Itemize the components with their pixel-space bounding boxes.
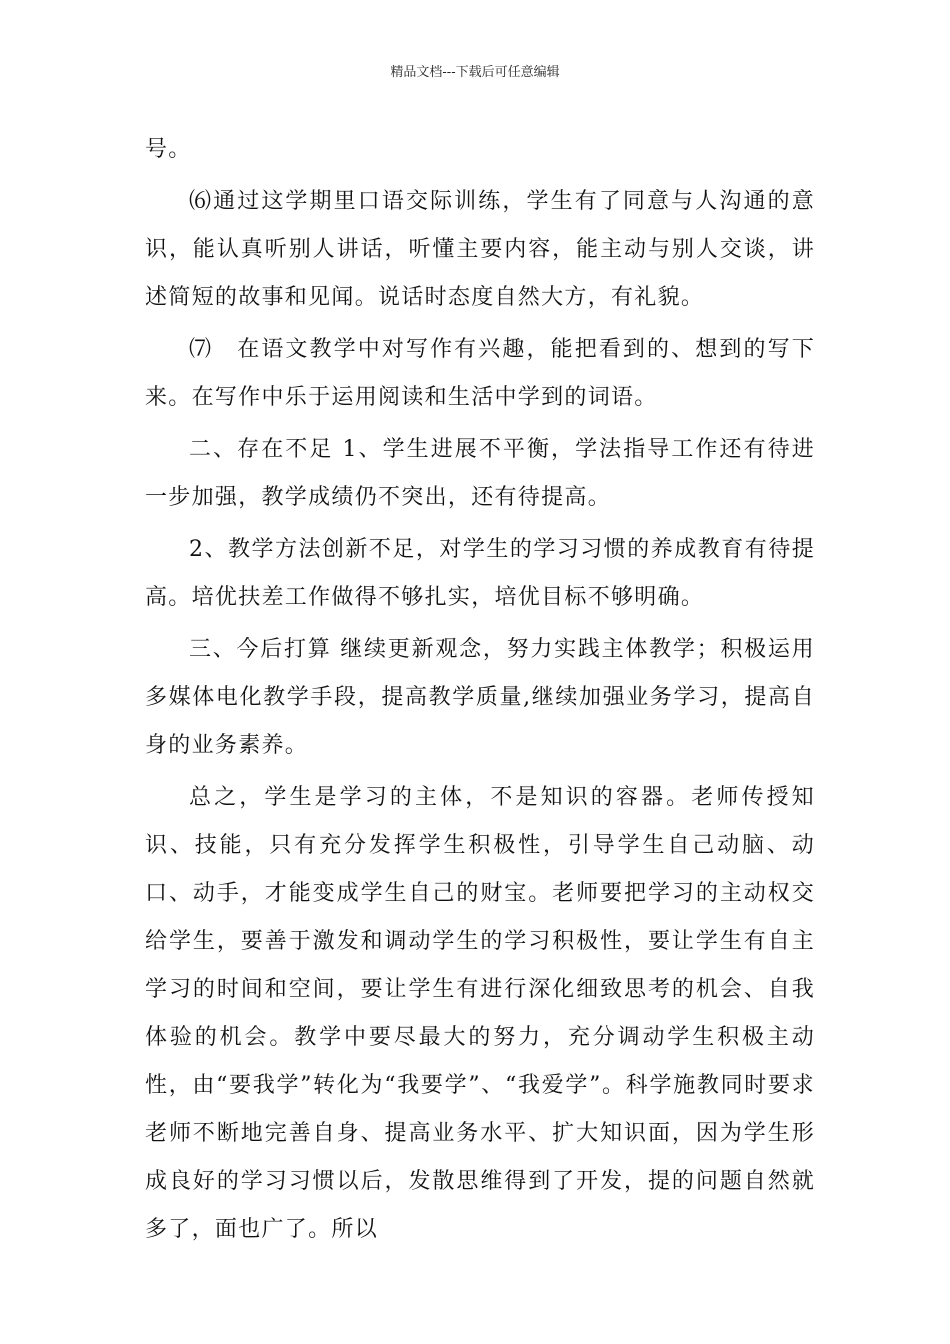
paragraph-continuation: 号。 [145, 137, 192, 162]
paragraph-shortcomings: 二、存在不足 1、学生进展不平衡，学法指导工作还有待进一步加强，教学成绩仍不突出，还有待提高。 [145, 437, 815, 510]
paragraph-item-6: ⑹通过这学期里口语交际训练，学生有了同意与人沟通的意识，能认真听别人讲话，听懂主要内容，能主动与别人交谈，讲述简短的故事和见闻。说话时态度自然大方，有礼貌。 [145, 189, 815, 310]
page-header: 精品文档---下载后可任意编辑 [390, 65, 560, 80]
document-body [145, 126, 815, 1254]
paragraph-future-plans: 三、今后打算 继续更新观念，努力实践主体教学；积极运用多媒体电化教学手段，提高教学质量,继续加强业务学习，提高自身的业务素养。 [145, 637, 815, 758]
paragraph-teaching-methods: 2、教学方法创新不足，对学生的学习习惯的养成教育有待提高。培优扶差工作做得不够扎实，培优目标不够明确。 [145, 537, 815, 610]
paragraph-item-7: ⑺ 在语文教学中对写作有兴趣，能把看到的、想到的写下来。在写作中乐于运用阅读和生活中学到的词语。 [145, 337, 815, 410]
paragraph-summary: 总之，学生是学习的主体，不是知识的容器。老师传授知识、技能，只有充分发挥学生积极性，引导学生自己动脑、动口、动手，才能变成学生自己的财宝。老师要把学习的主动权交给学生，要善于激发和调动学生的学习积极性，要让学生有自主学习的时间和空间，要让学生有进行深化细致思考的机会、自我体验的机会。教学中要尽最大的努力，充分调动学生积极主动性，由“要我学”转化为“我要学”、“我爱学”。科学施教同时要求老师不断地完善自身、提高业务水平、扩大知识面，因为学生形成良好的学习习惯以后，发散思维得到了开发，提的问题自然就多了，面也广了。所以 [145, 785, 815, 1242]
